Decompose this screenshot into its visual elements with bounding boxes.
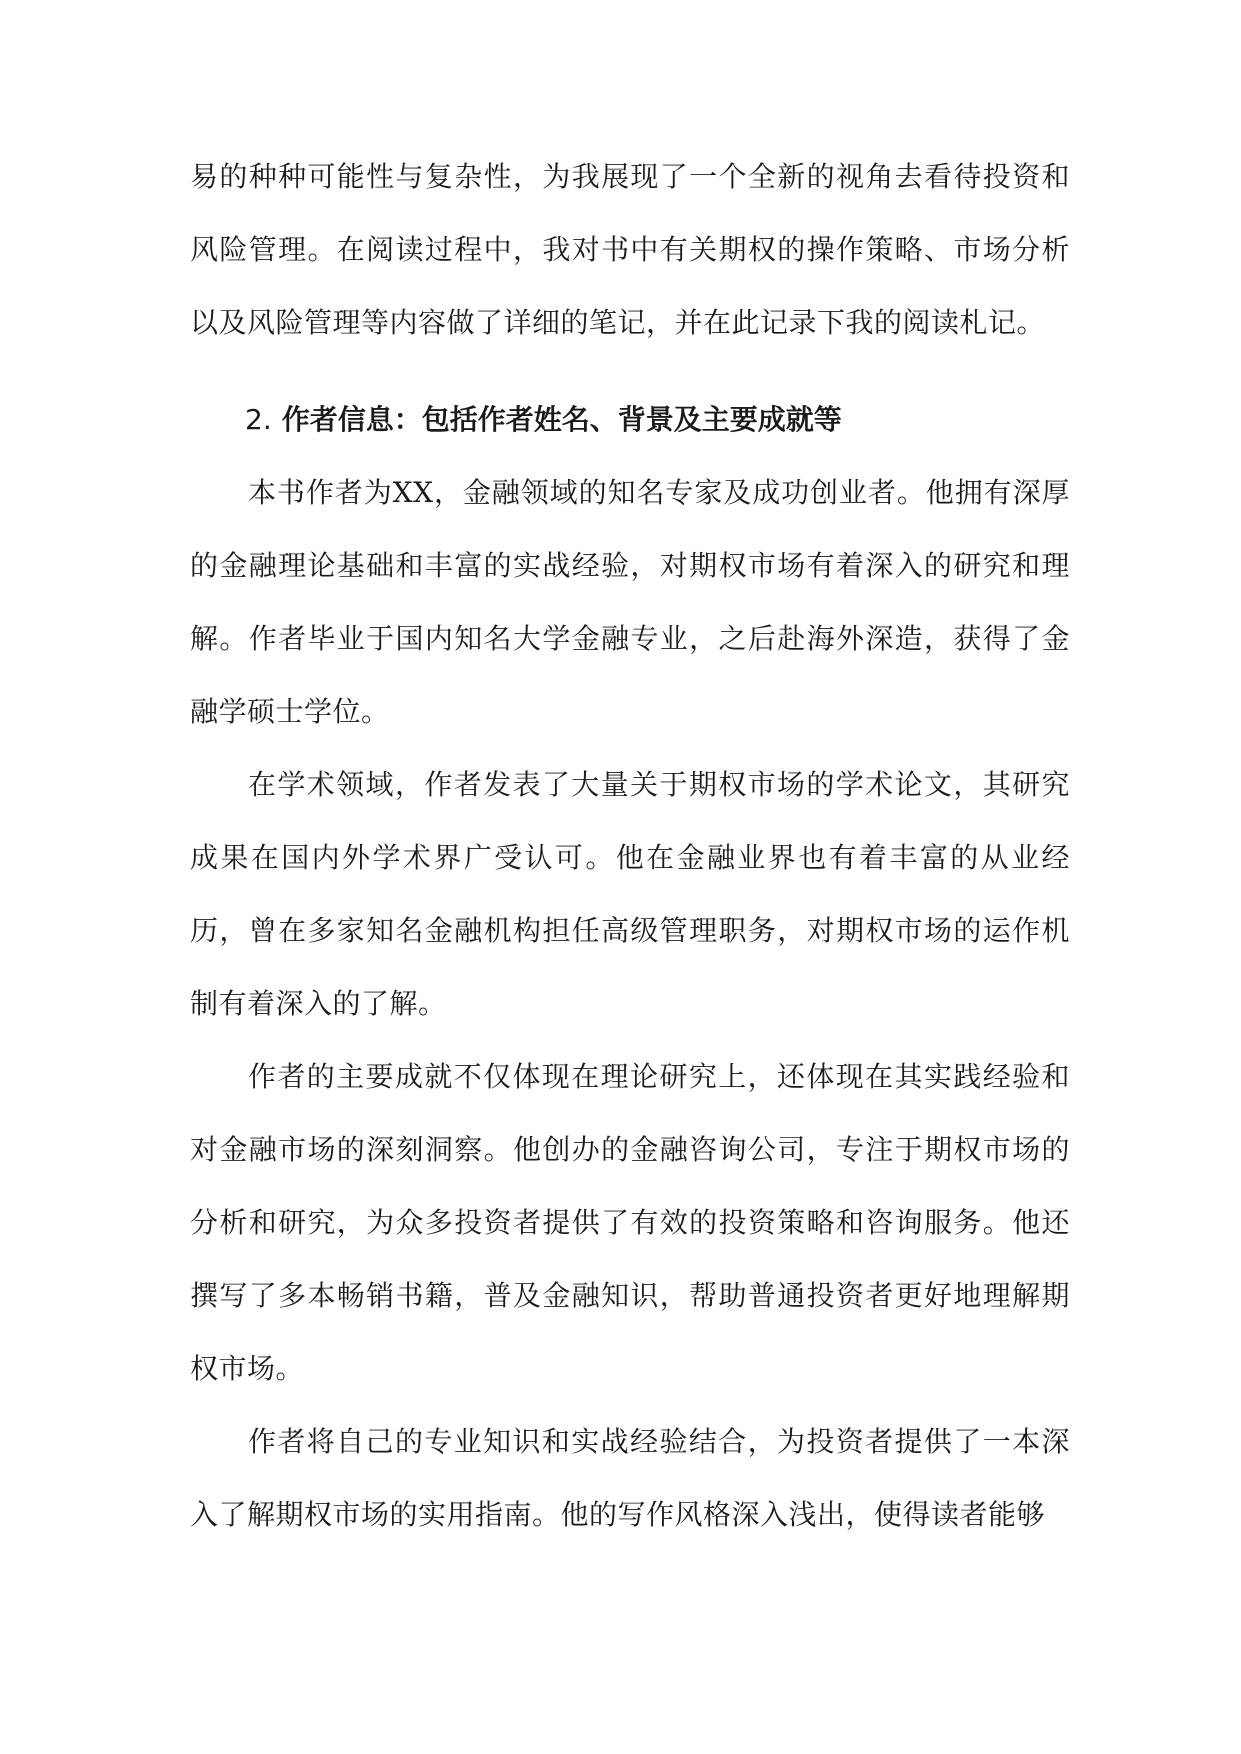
guide-paragraph: 作者将自己的专业知识和实战经验结合，为投资者提供了一本深入了解期权市场的实用指南。他的写作风格深入浅出，使得读者能够: [190, 1425, 1070, 1531]
academic-paragraph: 在学术领域，作者发表了大量关于期权市场的学术论文，其研究成果在国内外学术界广受认可。他在金融业界也有着丰富的从业经历，曾在多家知名金融机构担任高级管理职务，对期权市场的运作机制有着深入的了解。: [190, 768, 1070, 1020]
intro-continuation-paragraph: 易的种种可能性与复杂性，为我展现了一个全新的视角去看待投资和风险管理。在阅读过程中，我对书中有关期权的操作策略、市场分析以及风险管理等内容做了详细的笔记，并在此记录下我的阅读札记。: [190, 160, 1070, 339]
author-intro-paragraph: 本书作者为XX，金融领域的知名专家及成功创业者。他拥有深厚的金融理论基础和丰富的实战经验，对期权市场有着深入的研究和理解。作者毕业于国内知名大学金融专业，之后赴海外深造，获得了金融学硕士学位。: [190, 476, 1070, 728]
page-content: [190, 140, 1070, 1551]
section-number: 2.: [245, 403, 272, 436]
achievements-paragraph: 作者的主要成就不仅体现在理论研究上，还体现在其实践经验和对金融市场的深刻洞察。他创办的金融咨询公司，专注于期权市场的分析和研究，为众多投资者提供了有效的投资策略和咨询服务。他还撰写了多本畅销书籍，普及金融知识，帮助普通投资者更好地理解期权市场。: [190, 1060, 1070, 1385]
section-title: 作者信息：包括作者姓名、背景及主要成就等: [281, 403, 842, 436]
section-heading: [190, 383, 1070, 456]
